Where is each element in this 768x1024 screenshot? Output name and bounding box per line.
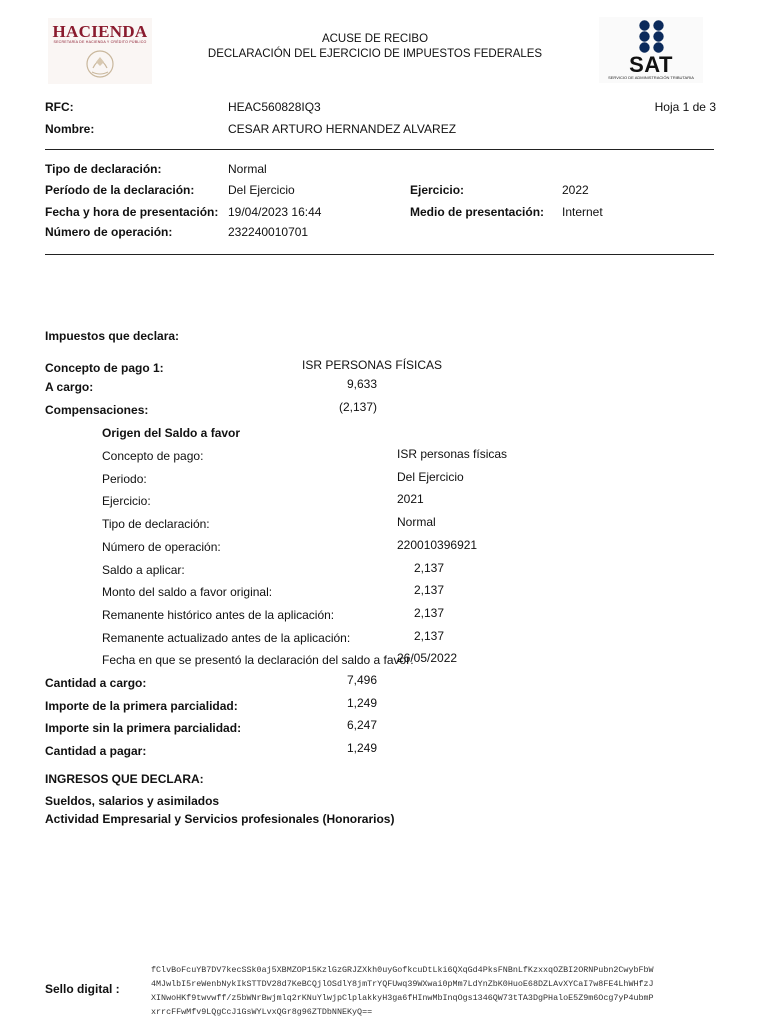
name-value: CESAR ARTURO HERNANDEZ ALVAREZ <box>228 122 457 136</box>
name-label: Nombre: <box>45 122 95 136</box>
fecha-value: 19/04/2023 16:44 <box>228 205 322 219</box>
origen-row-label: Remanente histórico antes de la aplicación: <box>102 607 335 622</box>
origen-row-label: Remanente actualizado antes de la aplicación: <box>102 630 351 645</box>
origen-row-value: ISR personas físicas <box>397 447 508 461</box>
a-cargo-value: 9,633 <box>346 377 377 391</box>
compensaciones-value: (2,137) <box>338 400 377 414</box>
document-title: ACUSE DE RECIBO <box>321 33 429 45</box>
total-row-label: Importe sin la primera parcialidad: <box>45 721 242 736</box>
total-row-label: Cantidad a pagar: <box>45 744 147 759</box>
origen-row-value: 2,137 <box>413 605 444 620</box>
origen-row-value: 2,137 <box>413 560 444 575</box>
origen-row-value: Normal <box>397 515 436 530</box>
total-row-value: 7,496 <box>346 673 377 687</box>
rfc-value: HEAC560828IQ3 <box>228 100 321 114</box>
fecha-label: Fecha y hora de presentación: <box>45 205 219 219</box>
compensaciones-label: Compensaciones: <box>45 403 149 417</box>
origen-row-value: 220010396921 <box>397 537 478 552</box>
origen-row-value: Del Ejercicio <box>397 469 464 484</box>
hacienda-logo-subtext: SECRETARÍA DE HACIENDA Y CRÉDITO PÚBLICO <box>53 40 147 44</box>
origen-row-label: Tipo de declaración: <box>102 517 210 532</box>
ingreso-item: Sueldos, salarios y asimilados <box>45 794 220 808</box>
origen-row-value: 2,137 <box>413 583 444 598</box>
hacienda-logo-text: HACIENDA <box>52 22 148 41</box>
concepto-label: Concepto de pago 1: <box>45 361 164 375</box>
rfc-label: RFC: <box>45 100 74 114</box>
origen-row-label: Número de operación: <box>102 539 221 554</box>
periodo-value: Del Ejercicio <box>228 183 295 197</box>
tipo-label: Tipo de declaración: <box>45 162 162 176</box>
a-cargo-label: A cargo: <box>45 380 94 394</box>
origen-row-label: Periodo: <box>102 471 147 486</box>
impuestos-section-title: Impuestos que declara: <box>45 329 180 343</box>
total-row-value: 6,247 <box>346 718 377 733</box>
total-row-value: 1,249 <box>346 695 377 710</box>
periodo-label: Período de la declaración: <box>45 183 195 197</box>
origen-title: Origen del Saldo a favor <box>102 426 241 440</box>
sello-line: XINwoHKf9twvwff/z5bWNrBwjmlq2rKNuYlwjpClplakkyH3ga6fHInwMbInqOgs1346QW73tTA3DgPHaloE5Z9m6Ocg7yP4ubmP <box>151 993 654 1003</box>
sat-logo-text: SAT <box>629 52 673 77</box>
ingreso-item: Actividad Empresarial y Servicios profesionales (Honorarios) <box>45 812 395 826</box>
total-row-label: Cantidad a cargo: <box>45 676 147 690</box>
sello-line: fClvBoFcuYB7DV7kecSSk0aj5XBMZOP15KzlGzGRJZXkh0uyGofkcuDtLki6QXqGd4PksFNBnLfKzxxqOZBI2ORNPubn2CwybFbW <box>151 965 654 975</box>
sat-logo <box>599 17 703 83</box>
sat-logo-subtext: SERVICIO DE ADMINISTRACIÓN TRIBUTARIA <box>608 75 694 80</box>
origen-row-value: 2,137 <box>413 628 444 643</box>
document-subtitle: DECLARACIÓN DEL EJERCICIO DE IMPUESTOS FEDERALES <box>207 48 543 60</box>
sello-line: 4MJwlbI5reWenbNykIkSTTDV28d7KeBCQjlOSdlY8jmTrYQFUwq39WXwai0pMm7LdYnZbK0HuoE68DZLAvXYCaI7w8FE4LhWHfzJ <box>151 979 654 989</box>
origen-row-label: Ejercicio: <box>102 494 151 509</box>
ejercicio-label: Ejercicio: <box>410 183 465 197</box>
divider <box>45 149 714 150</box>
origen-row-label: Fecha en que se presentó la declaración del saldo a favor: <box>102 653 414 668</box>
origen-row-value: 26/05/2022 <box>397 651 458 666</box>
total-row-value: 1,249 <box>346 741 377 756</box>
tipo-value: Normal <box>228 162 267 176</box>
ejercicio-value: 2022 <box>562 183 589 197</box>
origen-row-label: Saldo a aplicar: <box>102 562 185 577</box>
concepto-value: ISR PERSONAS FÍSICAS <box>302 358 443 372</box>
origen-row-value: 2021 <box>397 492 424 507</box>
medio-label: Medio de presentación: <box>410 205 545 219</box>
ingresos-title: INGRESOS QUE DECLARA: <box>45 772 204 786</box>
total-row-label: Importe de la primera parcialidad: <box>45 698 238 713</box>
operacion-value: 232240010701 <box>228 225 309 239</box>
sello-digital <box>151 963 711 1019</box>
operacion-label: Número de operación: <box>45 225 173 239</box>
sello-label: Sello digital : <box>45 982 120 996</box>
page-indicator: Hoja 1 de 3 <box>654 100 716 114</box>
sello-line: xrrcFFwMfv9LQgCcJ1GsWYLvxQGr8g96ZTDbNNEKyQ== <box>151 1007 373 1017</box>
divider <box>45 254 714 255</box>
sat-dots-icon <box>638 20 665 53</box>
origen-row-label: Monto del saldo a favor original: <box>102 585 273 600</box>
origen-row-label: Concepto de pago: <box>102 449 204 463</box>
medio-value: Internet <box>562 205 603 219</box>
